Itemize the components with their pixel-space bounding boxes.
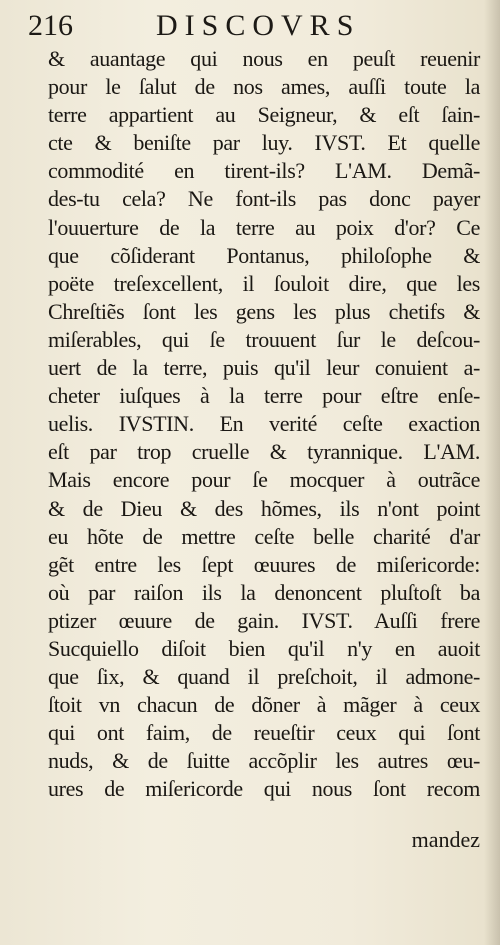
text-line: pour le ſalut de nos ames, auſſi toute la [48, 74, 480, 100]
bottom-margin [0, 860, 500, 945]
text-line: & de Dieu & des hõmes, ils n'ont point [48, 495, 480, 521]
running-head [28, 6, 478, 46]
text-line: terre appartient au Seigneur, & eſt ſain- [48, 102, 480, 128]
page-number: 216 [28, 9, 73, 42]
text-line: & auantage qui nous en peuſt reuenir [48, 46, 480, 71]
catchword-row [48, 825, 480, 855]
text-line: ures de miſericorde qui nous ſont recom [48, 776, 480, 802]
text-line: eu hõte de mettre ceſte belle charité d'ar [48, 523, 480, 549]
body-text [48, 45, 480, 804]
text-line: miſerables, qui ſe trouuent ſur le deſcou- [48, 326, 480, 352]
text-line: uelis. IVSTIN. En verité ceſte exaction [48, 411, 480, 437]
text-line: ſtoit vn chacun de dõner à mãger à ceux [48, 692, 480, 718]
text-line: qui ont faim, de reueſtir ceux qui ſont [48, 720, 480, 746]
page-gutter-shadow [484, 0, 500, 945]
text-line: cheter iuſques à la terre pour eſtre enſe- [48, 383, 480, 409]
text-line: poëte treſexcellent, il ſouloit dire, que les [48, 270, 480, 296]
text-line: où par raiſon ils la denoncent pluſtoſt ba [48, 579, 480, 605]
text-line: des-tu cela? Ne font-ils pas donc payer [48, 186, 480, 212]
text-line: Mais encore pour ſe mocquer à outrãce [48, 467, 480, 493]
text-line: Sucquiello diſoit bien qu'il n'y en auoit [48, 635, 480, 661]
text-line: Chreſtiẽs ſont les gens les plus chetifs & [48, 298, 480, 324]
text-line: que ſix, & quand il preſchoit, il admone- [48, 664, 480, 690]
text-line: gẽt entre les ſept œuures de miſericorde: [48, 551, 480, 577]
running-title: DISCOVRS [156, 9, 361, 42]
text-line: que cõſiderant Pontanus, philoſophe & [48, 242, 480, 268]
text-line: cte & beniſte par luy. IVST. Et quelle [48, 130, 480, 156]
text-line: commodité en tirent-ils? L'AM. Demã- [48, 158, 480, 184]
text-line: nuds, & de ſuitte accõplir les autres œu- [48, 748, 480, 774]
text-line: ptizer œuure de gain. IVST. Auſſi frere [48, 607, 480, 633]
catchword: mandez [411, 827, 480, 852]
text-line: eſt par trop cruelle & tyrannique. L'AM. [48, 439, 480, 465]
text-line: l'ouuerture de la terre au poix d'or? Ce [48, 214, 480, 240]
text-line: uert de la terre, puis qu'il leur conuient a- [48, 355, 480, 381]
